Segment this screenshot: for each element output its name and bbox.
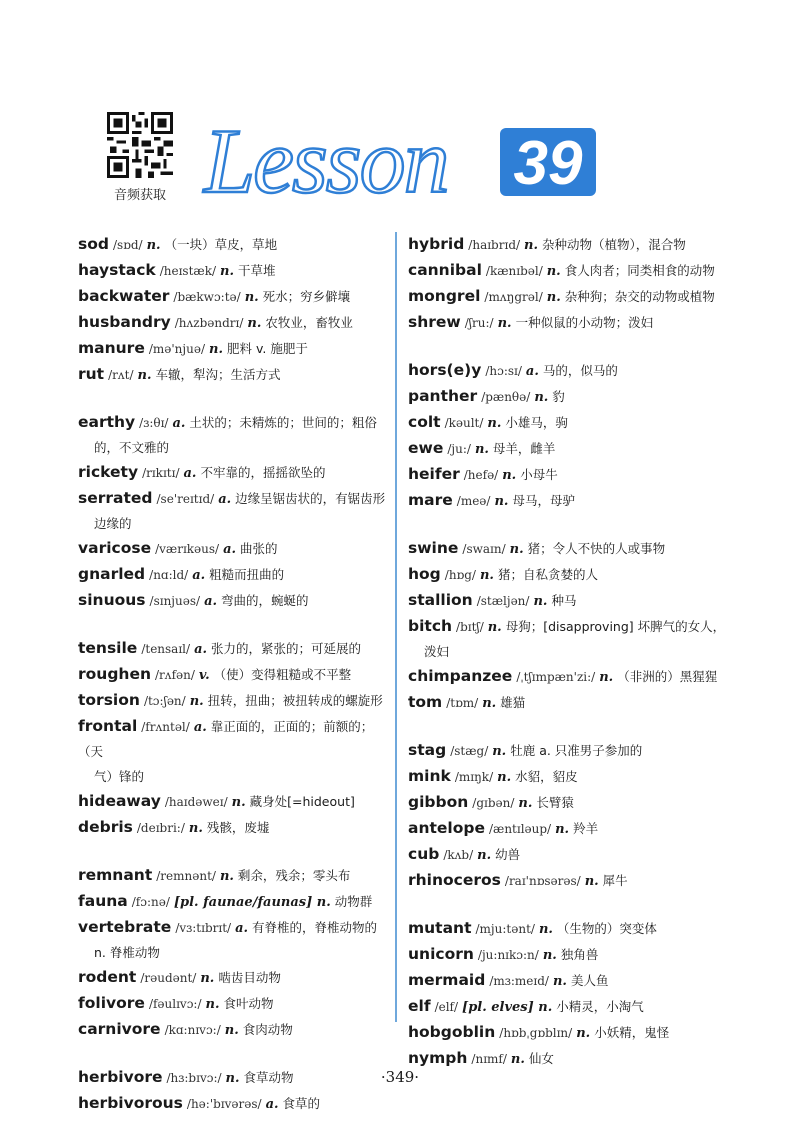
vocab-entry bbox=[408, 1020, 728, 1046]
vocab-entry bbox=[78, 688, 388, 714]
vocab-entry bbox=[78, 588, 388, 614]
qr-code-icon bbox=[107, 112, 173, 178]
part-of-speech: n. bbox=[477, 848, 492, 863]
phonetic: /mə'njuə/ bbox=[148, 342, 205, 356]
vocab-entry bbox=[78, 486, 388, 536]
definition: 母马，母驴 bbox=[512, 493, 575, 508]
definition: 食人肉者；同类相食的动物 bbox=[564, 263, 715, 278]
vocab-entry bbox=[408, 664, 728, 690]
vocab-entry bbox=[78, 562, 388, 588]
definition: （非洲的）黑猩猩 bbox=[617, 669, 718, 684]
headword: antelope bbox=[408, 819, 485, 837]
part-of-speech: n. bbox=[509, 542, 524, 557]
part-of-speech: n. bbox=[220, 264, 234, 279]
part-of-speech: n. bbox=[231, 795, 246, 810]
definition: 长臂猿 bbox=[536, 795, 574, 810]
definition: 藏身处[=hideout] bbox=[249, 794, 355, 809]
definition: 杂种狗；杂交的动物或植物 bbox=[564, 289, 715, 304]
vocab-entry bbox=[78, 336, 388, 362]
phonetic: /hʌzbəndrɪ/ bbox=[174, 316, 244, 330]
headword: mare bbox=[408, 491, 453, 509]
phonetic: /frʌntəl/ bbox=[141, 720, 190, 734]
headword: rodent bbox=[78, 968, 137, 986]
phonetic: /sɪnjuəs/ bbox=[149, 594, 201, 608]
phonetic: /kɑ:nɪvɔ:/ bbox=[164, 1023, 221, 1037]
vocab-entry bbox=[408, 816, 728, 842]
definition: 猪；自私贪婪的人 bbox=[497, 567, 598, 582]
definition-continued: 泼妇 bbox=[424, 644, 450, 659]
definition: 张力的，紧张的；可延展的 bbox=[211, 641, 362, 656]
phonetic: /hɒbˌgɒblɪn/ bbox=[499, 1026, 573, 1040]
part-of-speech: n. bbox=[533, 594, 548, 609]
vocab-entry bbox=[78, 1091, 388, 1117]
part-of-speech: n. bbox=[479, 568, 494, 583]
phonetic: /pænθə/ bbox=[481, 390, 531, 404]
part-of-speech: n. bbox=[497, 770, 512, 785]
headword: carnivore bbox=[78, 1020, 161, 1038]
part-of-speech: n. bbox=[518, 796, 533, 811]
vocab-entry bbox=[78, 284, 388, 310]
page-number: ·349· bbox=[380, 1068, 420, 1086]
definition: 美人鱼 bbox=[570, 973, 609, 988]
vocab-entry bbox=[78, 636, 388, 662]
headword: elf bbox=[408, 997, 431, 1015]
definition: 母狗；[disapproving] 坏脾气的女人， bbox=[505, 619, 726, 634]
phonetic: /raɪ'nɒsərəs/ bbox=[504, 874, 581, 888]
headword: rhinoceros bbox=[408, 871, 501, 889]
headword: husbandry bbox=[78, 313, 171, 331]
headword: hideaway bbox=[78, 792, 161, 810]
vocab-entry bbox=[408, 358, 728, 384]
definition: 啮齿目动物 bbox=[218, 970, 281, 985]
headword: gibbon bbox=[408, 793, 469, 811]
part-of-speech: a. bbox=[204, 594, 218, 609]
part-of-speech: n. bbox=[146, 238, 161, 253]
headword: herbivorous bbox=[78, 1094, 183, 1112]
part-of-speech: a. bbox=[218, 492, 232, 507]
phonetic: /swaɪn/ bbox=[462, 542, 506, 556]
vocab-entry bbox=[408, 994, 728, 1020]
vocab-entry bbox=[408, 284, 728, 310]
vocab-entry bbox=[408, 462, 728, 488]
definition: （使）变得粗糙或不平整 bbox=[213, 667, 352, 682]
phonetic: /kænɪbəl/ bbox=[485, 264, 543, 278]
phonetic: /heɪstæk/ bbox=[159, 264, 217, 278]
headword: sinuous bbox=[78, 591, 146, 609]
definition-continued: 气）锋的 bbox=[94, 769, 145, 784]
phonetic: /rʌt/ bbox=[108, 368, 134, 382]
definition-continued: n. 脊椎动物 bbox=[94, 945, 160, 960]
vocab-entry bbox=[78, 410, 388, 460]
definition: 不牢靠的，摇摇欲坠的 bbox=[200, 465, 326, 480]
phonetic: /stæg/ bbox=[450, 744, 489, 758]
part-of-speech: a. bbox=[194, 642, 208, 657]
part-of-speech: [pl. elves] n. bbox=[462, 1000, 553, 1015]
vocab-entry bbox=[408, 916, 728, 942]
phonetic: /kəult/ bbox=[444, 416, 484, 430]
part-of-speech: v. bbox=[198, 668, 210, 683]
headword: cannibal bbox=[408, 261, 482, 279]
part-of-speech: n. bbox=[538, 922, 553, 937]
part-of-speech: a. bbox=[193, 720, 207, 735]
part-of-speech: n. bbox=[247, 316, 262, 331]
vocab-entry bbox=[408, 488, 728, 514]
left-column bbox=[78, 232, 388, 1117]
phonetic: /deɪbri:/ bbox=[136, 821, 185, 835]
qr-code-block bbox=[100, 112, 180, 203]
vocab-entry bbox=[408, 790, 728, 816]
definition: 雄猫 bbox=[500, 695, 526, 710]
vocab-entry bbox=[408, 588, 728, 614]
headword: heifer bbox=[408, 465, 460, 483]
vocab-entry bbox=[78, 815, 388, 841]
headword: rut bbox=[78, 365, 105, 383]
definition: 干草堆 bbox=[238, 263, 276, 278]
part-of-speech: n. bbox=[205, 997, 220, 1012]
vocab-entry bbox=[408, 868, 728, 894]
part-of-speech: n. bbox=[584, 874, 599, 889]
phonetic: /vɜ:tɪbrɪt/ bbox=[175, 921, 232, 935]
headword: panther bbox=[408, 387, 478, 405]
phonetic: /hɜ:bɪvɔ:/ bbox=[166, 1071, 222, 1085]
vocab-entry bbox=[408, 384, 728, 410]
part-of-speech: n. bbox=[555, 822, 570, 837]
definition: 一种似鼠的小动物；泼妇 bbox=[515, 315, 654, 330]
headword: mutant bbox=[408, 919, 472, 937]
phonetic: /bɪtʃ/ bbox=[456, 620, 484, 634]
definition: 马的，似马的 bbox=[542, 363, 618, 378]
definition: 土状的；未精炼的；世间的；粗俗 bbox=[189, 415, 377, 430]
definition: 曲张的 bbox=[240, 541, 278, 556]
part-of-speech: a. bbox=[223, 542, 237, 557]
phonetic: /fəulɪvɔ:/ bbox=[148, 997, 202, 1011]
definition: 牡鹿 a. 只准男子参加的 bbox=[510, 743, 643, 758]
headword: remnant bbox=[78, 866, 153, 884]
phonetic: /sɒd/ bbox=[112, 238, 143, 252]
definition: 边缘呈锯齿状的，有锯齿形 bbox=[235, 491, 386, 506]
definition-continued: 边缘的 bbox=[94, 516, 132, 531]
headword: fauna bbox=[78, 892, 128, 910]
headword: stallion bbox=[408, 591, 473, 609]
headword: cub bbox=[408, 845, 440, 863]
definition: （生物的）突变体 bbox=[556, 921, 657, 936]
definition: 粗糙而扭曲的 bbox=[209, 567, 285, 582]
definition: 羚羊 bbox=[573, 821, 599, 836]
part-of-speech: a. bbox=[265, 1097, 279, 1112]
vocab-entry bbox=[78, 232, 388, 258]
definition: 扭转，扭曲；被扭转成的螺旋形 bbox=[207, 693, 383, 708]
definition: 小母牛 bbox=[520, 467, 558, 482]
part-of-speech: n. bbox=[225, 1071, 240, 1086]
definition: 杂种动物（植物），混合物 bbox=[542, 237, 686, 252]
phonetic: /værɪkəus/ bbox=[155, 542, 220, 556]
part-of-speech: n. bbox=[497, 316, 512, 331]
vocab-entry bbox=[408, 690, 728, 716]
headword: hybrid bbox=[408, 235, 465, 253]
phonetic: /tɒm/ bbox=[446, 696, 479, 710]
part-of-speech: n. bbox=[224, 1023, 239, 1038]
headword: roughen bbox=[78, 665, 152, 683]
vocab-entry bbox=[78, 863, 388, 889]
part-of-speech: a. bbox=[183, 466, 197, 481]
vocab-entry bbox=[78, 789, 388, 815]
phonetic: /ju:nɪkɔ:n/ bbox=[477, 948, 539, 962]
headword: debris bbox=[78, 818, 133, 836]
phonetic: /ˌtʃɪmpæn'zi:/ bbox=[516, 670, 596, 684]
part-of-speech: [pl. faunae/faunas] n. bbox=[173, 895, 331, 910]
column-divider bbox=[395, 232, 397, 1022]
part-of-speech: n. bbox=[599, 670, 614, 685]
definition: 剩余，残余；零头布 bbox=[237, 868, 351, 883]
part-of-speech: n. bbox=[189, 694, 204, 709]
phonetic: /nɪmf/ bbox=[471, 1052, 507, 1066]
part-of-speech: n. bbox=[487, 416, 502, 431]
headword: hors(e)y bbox=[408, 361, 482, 379]
headword: bitch bbox=[408, 617, 453, 635]
definition: 靠正面的，正面的；前额的；（天 bbox=[78, 719, 374, 759]
vocab-entry bbox=[78, 1017, 388, 1043]
definition: 犀牛 bbox=[602, 873, 628, 888]
headword: swine bbox=[408, 539, 459, 557]
vocab-entry bbox=[408, 410, 728, 436]
phonetic: /mju:tənt/ bbox=[475, 922, 535, 936]
headword: serrated bbox=[78, 489, 153, 507]
vocab-entry bbox=[78, 662, 388, 688]
vocab-entry bbox=[408, 738, 728, 764]
part-of-speech: n. bbox=[482, 696, 497, 711]
headword: hobgoblin bbox=[408, 1023, 496, 1041]
phonetic: /ʃru:/ bbox=[464, 316, 494, 330]
part-of-speech: n. bbox=[510, 1052, 525, 1067]
part-of-speech: n. bbox=[546, 290, 561, 305]
part-of-speech: n. bbox=[474, 442, 489, 457]
headword: mermaid bbox=[408, 971, 486, 989]
headword: mink bbox=[408, 767, 451, 785]
definition: 食草的 bbox=[282, 1096, 321, 1111]
lesson-title bbox=[200, 100, 620, 210]
definition: 小雄马，驹 bbox=[505, 415, 568, 430]
part-of-speech: n. bbox=[487, 620, 502, 635]
vocab-entry bbox=[78, 714, 388, 789]
phonetic: /rɪkɪtɪ/ bbox=[142, 466, 180, 480]
part-of-speech: n. bbox=[552, 974, 567, 989]
phonetic: /mɪŋk/ bbox=[454, 770, 494, 784]
vocab-entry bbox=[78, 889, 388, 915]
phonetic: /remnənt/ bbox=[156, 869, 216, 883]
phonetic: /haɪdəweɪ/ bbox=[164, 795, 228, 809]
lesson-number: 39 bbox=[513, 129, 583, 198]
definition: 小精灵，小淘气 bbox=[556, 999, 644, 1014]
part-of-speech: n. bbox=[219, 869, 234, 884]
phonetic: /æntɪləup/ bbox=[489, 822, 552, 836]
headword: earthy bbox=[78, 413, 136, 431]
phonetic: /se'reɪtɪd/ bbox=[156, 492, 215, 506]
headword: sod bbox=[78, 235, 109, 253]
headword: haystack bbox=[78, 261, 156, 279]
vocab-entry bbox=[78, 460, 388, 486]
headword: herbivore bbox=[78, 1068, 163, 1086]
definition: 种马 bbox=[551, 593, 577, 608]
phonetic: /hefə/ bbox=[463, 468, 499, 482]
part-of-speech: n. bbox=[546, 264, 561, 279]
vocab-entry bbox=[78, 915, 388, 965]
phonetic: /rʌfən/ bbox=[155, 668, 195, 682]
headword: backwater bbox=[78, 287, 170, 305]
part-of-speech: n. bbox=[494, 494, 509, 509]
definition: 食叶动物 bbox=[223, 996, 274, 1011]
headword: colt bbox=[408, 413, 441, 431]
definition: 车辙，犁沟；生活方式 bbox=[155, 367, 281, 382]
vocab-entry bbox=[408, 258, 728, 284]
vocab-entry bbox=[408, 764, 728, 790]
definition: 农牧业，畜牧业 bbox=[265, 315, 353, 330]
phonetic: /hə:'bɪvərəs/ bbox=[186, 1097, 262, 1111]
vocab-entry bbox=[408, 968, 728, 994]
definition: （一块）草皮，草地 bbox=[164, 237, 278, 252]
headword: stag bbox=[408, 741, 447, 759]
definition: 猪；令人不快的人或事物 bbox=[527, 541, 666, 556]
phonetic: /tensaɪl/ bbox=[141, 642, 191, 656]
phonetic: /tɔ:ʃən/ bbox=[143, 694, 186, 708]
vocab-entry bbox=[408, 942, 728, 968]
vocab-entry bbox=[408, 436, 728, 462]
phonetic: /mɜ:meɪd/ bbox=[489, 974, 549, 988]
headword: rickety bbox=[78, 463, 139, 481]
definition: 独角兽 bbox=[560, 947, 599, 962]
vocab-entry bbox=[78, 258, 388, 284]
headword: mongrel bbox=[408, 287, 481, 305]
headword: frontal bbox=[78, 717, 138, 735]
headword: tensile bbox=[78, 639, 138, 657]
phonetic: /hɒg/ bbox=[444, 568, 476, 582]
part-of-speech: n. bbox=[524, 238, 539, 253]
vocab-entry bbox=[408, 310, 728, 336]
headword: vertebrate bbox=[78, 918, 172, 936]
vocab-entry bbox=[78, 362, 388, 388]
headword: unicorn bbox=[408, 945, 474, 963]
definition: 食草动物 bbox=[243, 1070, 294, 1085]
definition: 死水；穷乡僻壤 bbox=[262, 289, 351, 304]
headword: varicose bbox=[78, 539, 152, 557]
lesson-word: Lesson bbox=[204, 110, 448, 210]
vocab-entry bbox=[408, 842, 728, 868]
phonetic: /fɔ:nə/ bbox=[131, 895, 170, 909]
phonetic: /haɪbrɪd/ bbox=[468, 238, 521, 252]
phonetic: /ɜ:θɪ/ bbox=[139, 416, 169, 430]
part-of-speech: a. bbox=[172, 416, 186, 431]
part-of-speech: n. bbox=[137, 368, 152, 383]
part-of-speech: n. bbox=[209, 342, 223, 357]
phonetic: /mʌŋgrəl/ bbox=[484, 290, 543, 304]
headword: ewe bbox=[408, 439, 444, 457]
phonetic: /nɑ:ld/ bbox=[149, 568, 189, 582]
part-of-speech: n. bbox=[542, 948, 557, 963]
definition: 肥料 v. 施肥于 bbox=[226, 341, 308, 356]
right-column bbox=[408, 232, 728, 1072]
definition: 豹 bbox=[552, 389, 565, 404]
part-of-speech: a. bbox=[192, 568, 206, 583]
headword: shrew bbox=[408, 313, 461, 331]
vocab-entry bbox=[78, 965, 388, 991]
phonetic: /bækwɔ:tə/ bbox=[173, 290, 241, 304]
part-of-speech: n. bbox=[188, 821, 203, 836]
vocab-entry bbox=[408, 232, 728, 258]
part-of-speech: a. bbox=[235, 921, 249, 936]
phonetic: /stæljən/ bbox=[476, 594, 530, 608]
part-of-speech: n. bbox=[576, 1026, 591, 1041]
part-of-speech: n. bbox=[534, 390, 549, 405]
headword: gnarled bbox=[78, 565, 146, 583]
definition: 幼兽 bbox=[495, 847, 521, 862]
part-of-speech: n. bbox=[502, 468, 517, 483]
phonetic: /hɔ:sɪ/ bbox=[485, 364, 522, 378]
phonetic: /meə/ bbox=[456, 494, 491, 508]
definition: 残骸，废墟 bbox=[206, 820, 270, 835]
headword: hog bbox=[408, 565, 441, 583]
part-of-speech: n. bbox=[492, 744, 507, 759]
phonetic: /gɪbən/ bbox=[472, 796, 515, 810]
part-of-speech: a. bbox=[525, 364, 539, 379]
definition: 动物群 bbox=[334, 894, 373, 909]
qr-label: 音频获取 bbox=[113, 188, 166, 203]
headword: tom bbox=[408, 693, 443, 711]
headword: torsion bbox=[78, 691, 140, 709]
headword: chimpanzee bbox=[408, 667, 513, 685]
phonetic: /rəudənt/ bbox=[140, 971, 197, 985]
definition: 母羊，雌羊 bbox=[492, 441, 556, 456]
vocab-entry bbox=[408, 562, 728, 588]
part-of-speech: n. bbox=[244, 290, 259, 305]
phonetic: /ju:/ bbox=[447, 442, 471, 456]
vocab-entry bbox=[78, 536, 388, 562]
phonetic: /elf/ bbox=[434, 1000, 459, 1014]
vocab-entry bbox=[78, 310, 388, 336]
vocab-entry bbox=[78, 991, 388, 1017]
vocab-entry bbox=[408, 536, 728, 562]
phonetic: /kʌb/ bbox=[443, 848, 474, 862]
headword: folivore bbox=[78, 994, 145, 1012]
headword: nymph bbox=[408, 1049, 468, 1067]
vocab-entry bbox=[408, 614, 728, 664]
definition: 有脊椎的，脊椎动物的 bbox=[252, 920, 378, 935]
definition: 弯曲的，蜿蜒的 bbox=[221, 593, 309, 608]
part-of-speech: n. bbox=[200, 971, 215, 986]
headword: manure bbox=[78, 339, 145, 357]
definition: 水貂，貂皮 bbox=[515, 769, 578, 784]
definition: 小妖精，鬼怪 bbox=[594, 1025, 670, 1040]
definition-continued: 的，不文雅的 bbox=[94, 440, 170, 455]
definition: 食肉动物 bbox=[242, 1022, 293, 1037]
definition: 仙女 bbox=[528, 1051, 554, 1066]
